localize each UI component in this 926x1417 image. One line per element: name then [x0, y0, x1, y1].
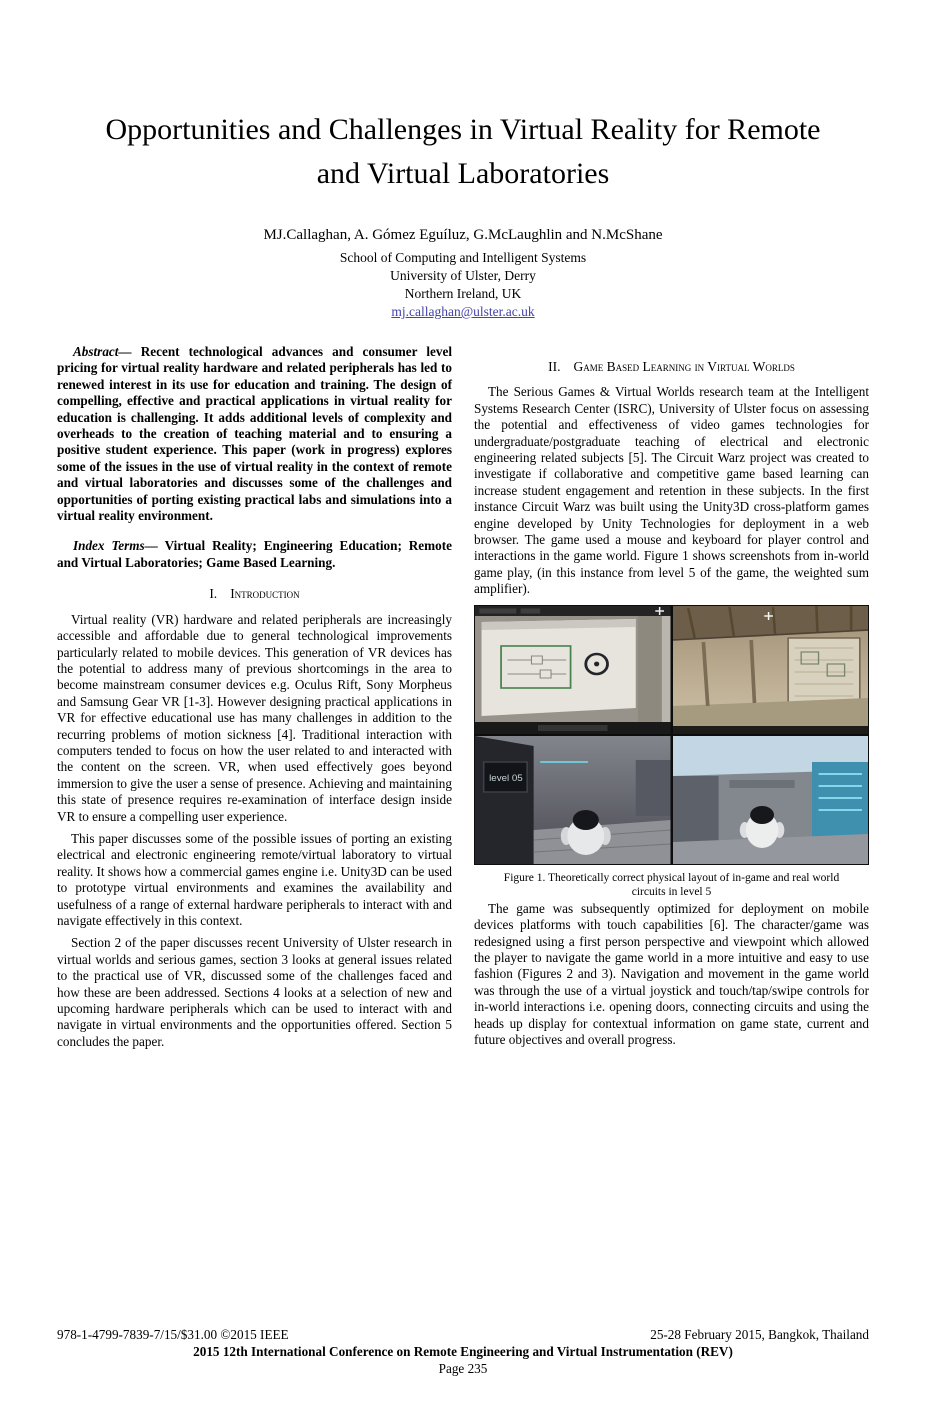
affiliation-block — [57, 249, 869, 321]
abstract-text: Recent technological advances and consumer level pricing for virtual reality hardware and related peripherals has led to renewed interest in its use for education and training. The design of compelling, effective and practical applications in virtual reality for education is challenging. It adds additional levels of complexity and overheads to the creation of teaching material and to ensuring a positive student experience. This paper (work in progress) explores some of the issues in the use of virtual reality in the context of remote and virtual laboratories and discusses some of the challenges and opportunities of porting existing practical labs and simulations into a virtual reality environment. — [57, 344, 452, 524]
two-column-body — [57, 344, 869, 1056]
section-2-number: II. — [548, 359, 561, 374]
abstract-paragraph — [57, 344, 452, 524]
outdoor-view-image — [673, 736, 869, 864]
figure-1 — [474, 605, 869, 899]
section-2-heading — [474, 359, 869, 375]
footer-page-number: Page 235 — [438, 1361, 488, 1376]
affiliation-line-3: Northern Ireland, UK — [404, 286, 522, 301]
affiliation-line-2: University of Ulster, Derry — [390, 268, 536, 283]
section2-paragraph-1: The Serious Games & Virtual Worlds research team at the Intelligent Systems Research Center (ISRC), University of Ulster focus on assessing the potential and effectiveness of video games technologies for undergraduate/postgraduate teaching of electrical and electronic engineering related subjects [5]. The Circuit Warz project was created to investigate if collaborative and competitive game based learning can increase student engagement and retention in these subjects. In the first instance Circuit Warz was built using the Unity3D cross-platform games engine developed by Unity Technologies for deployment in a web browser. The game used a mouse and keyboard for player control and interactions in the game world. Figure 1 shows screenshots from in-world game play, (in this instance from level 5 of the game, the weighted sum amplifier). — [474, 384, 869, 597]
affiliation-line-1: School of Computing and Intelligent Systems — [339, 250, 587, 265]
section-1-title: Introduction — [230, 586, 300, 602]
figure1-screenshot-outdoor — [673, 736, 869, 864]
right-column — [474, 344, 869, 1056]
index-terms-paragraph — [57, 538, 452, 571]
figure1-screenshot-schematic — [475, 606, 671, 734]
authors-line: MJ.Callaghan, A. Gómez Eguíluz, G.McLaughlin and N.McShane — [263, 227, 663, 243]
footer-venue: 25-28 February 2015, Bangkok, Thailand — [650, 1327, 869, 1342]
room-view-image — [673, 606, 869, 734]
paper-title: Opportunities and Challenges in Virtual Reality for Remote and Virtual Laboratories — [105, 113, 821, 190]
level-sign-label: level 05 — [489, 772, 523, 783]
section1-paragraph-3: Section 2 of the paper discusses recent University of Ulster research in virtual worlds and serious games, section 3 looks at general issues related to the practical use of VR, discussed some of the challenges faced and how these are been addressed. Sections 4 looks at a selection of new and upcoming hardware peripherals which can be used to interact with and navigate in virtual environments and the opportunities offered. Section 5 concludes the paper. — [57, 935, 452, 1049]
section-1-heading — [57, 586, 452, 602]
section-2-title: Game Based Learning in Virtual Worlds — [573, 359, 795, 374]
index-terms-label: Index Terms— — [73, 538, 158, 554]
figure1-image-grid — [474, 605, 869, 865]
figure1-caption: Figure 1. Theoretically correct physical layout of in-game and real world circuits in level 5 — [503, 871, 840, 898]
footer-conference-title: 2015 12th International Conference on Remote Engineering and Virtual Instrumentation (REV) — [193, 1344, 733, 1359]
paper-page — [0, 108, 926, 1056]
index-terms-text: Virtual Reality; Engineering Education; Remote and Virtual Laboratories; Game Based Learning. — [57, 538, 452, 570]
figure1-screenshot-level-entrance — [475, 736, 671, 864]
level-entrance-image — [475, 736, 671, 864]
section2-paragraph-2: The game was subsequently optimized for deployment on mobile devices platforms with touch capabilities [6]. The character/game was redesigned using a first person perspective and viewpoint which allowed the player to navigate the game world in a more intuitive and easy to use fashion (Figures 2 and 3). Navigation and movement in the game world was through the use of a virtual joystick and touch/tap/swipe controls for in-world interactions i.e. opening doors, connecting circuits and using the heads up display for contextual information on game state, current and future objectives and overall progress. — [474, 900, 869, 1047]
abstract-label: Abstract— — [73, 344, 132, 359]
email-line — [57, 303, 869, 321]
figure1-screenshot-room — [673, 606, 869, 734]
page-footer — [57, 1326, 869, 1377]
section1-paragraph-1: Virtual reality (VR) hardware and related peripherals are increasingly accessible and affordable due to general technological improvements particularly related to mobile devices. This generation of VR devices has the potential to address many of previous shortcomings in the area to become mainstream consumer devices e.g. Oculus Rift, Sony Morpheus and Samsung Gear VR [1-3]. However designing practical applications in VR for effective educational use has many challenges in addition to the recurring problems of motion sickness [4]. Traditional interaction with computers tended to focus on how the user related to and interacted with the content on the screen. VR, when used effectively goes beyond immersion to give the user a sense of presence. Achieving and maintaining this state of presence requires re-examination of interface design inside VR to ensure a compelling user experience. — [57, 611, 452, 824]
left-column — [57, 344, 452, 1056]
section1-paragraph-2: This paper discusses some of the possible issues of porting an existing electrical and electronic engineering remote/virtual laboratory to virtual reality. It shows how a commercial games engine i.e. Unity3D can be used to prototype virtual environments and examines the availability and usefulness of a range of external hardware peripherals to interact with and navigate effectively in this context. — [57, 830, 452, 928]
footer-top-row — [57, 1326, 869, 1343]
footer-copyright: 978-1-4799-7839-7/15/$31.00 ©2015 IEEE — [57, 1327, 289, 1342]
schematic-view-image — [475, 606, 671, 734]
section-1-number: I. — [209, 586, 218, 602]
email-link[interactable]: mj.callaghan@ulster.ac.uk — [391, 304, 535, 319]
